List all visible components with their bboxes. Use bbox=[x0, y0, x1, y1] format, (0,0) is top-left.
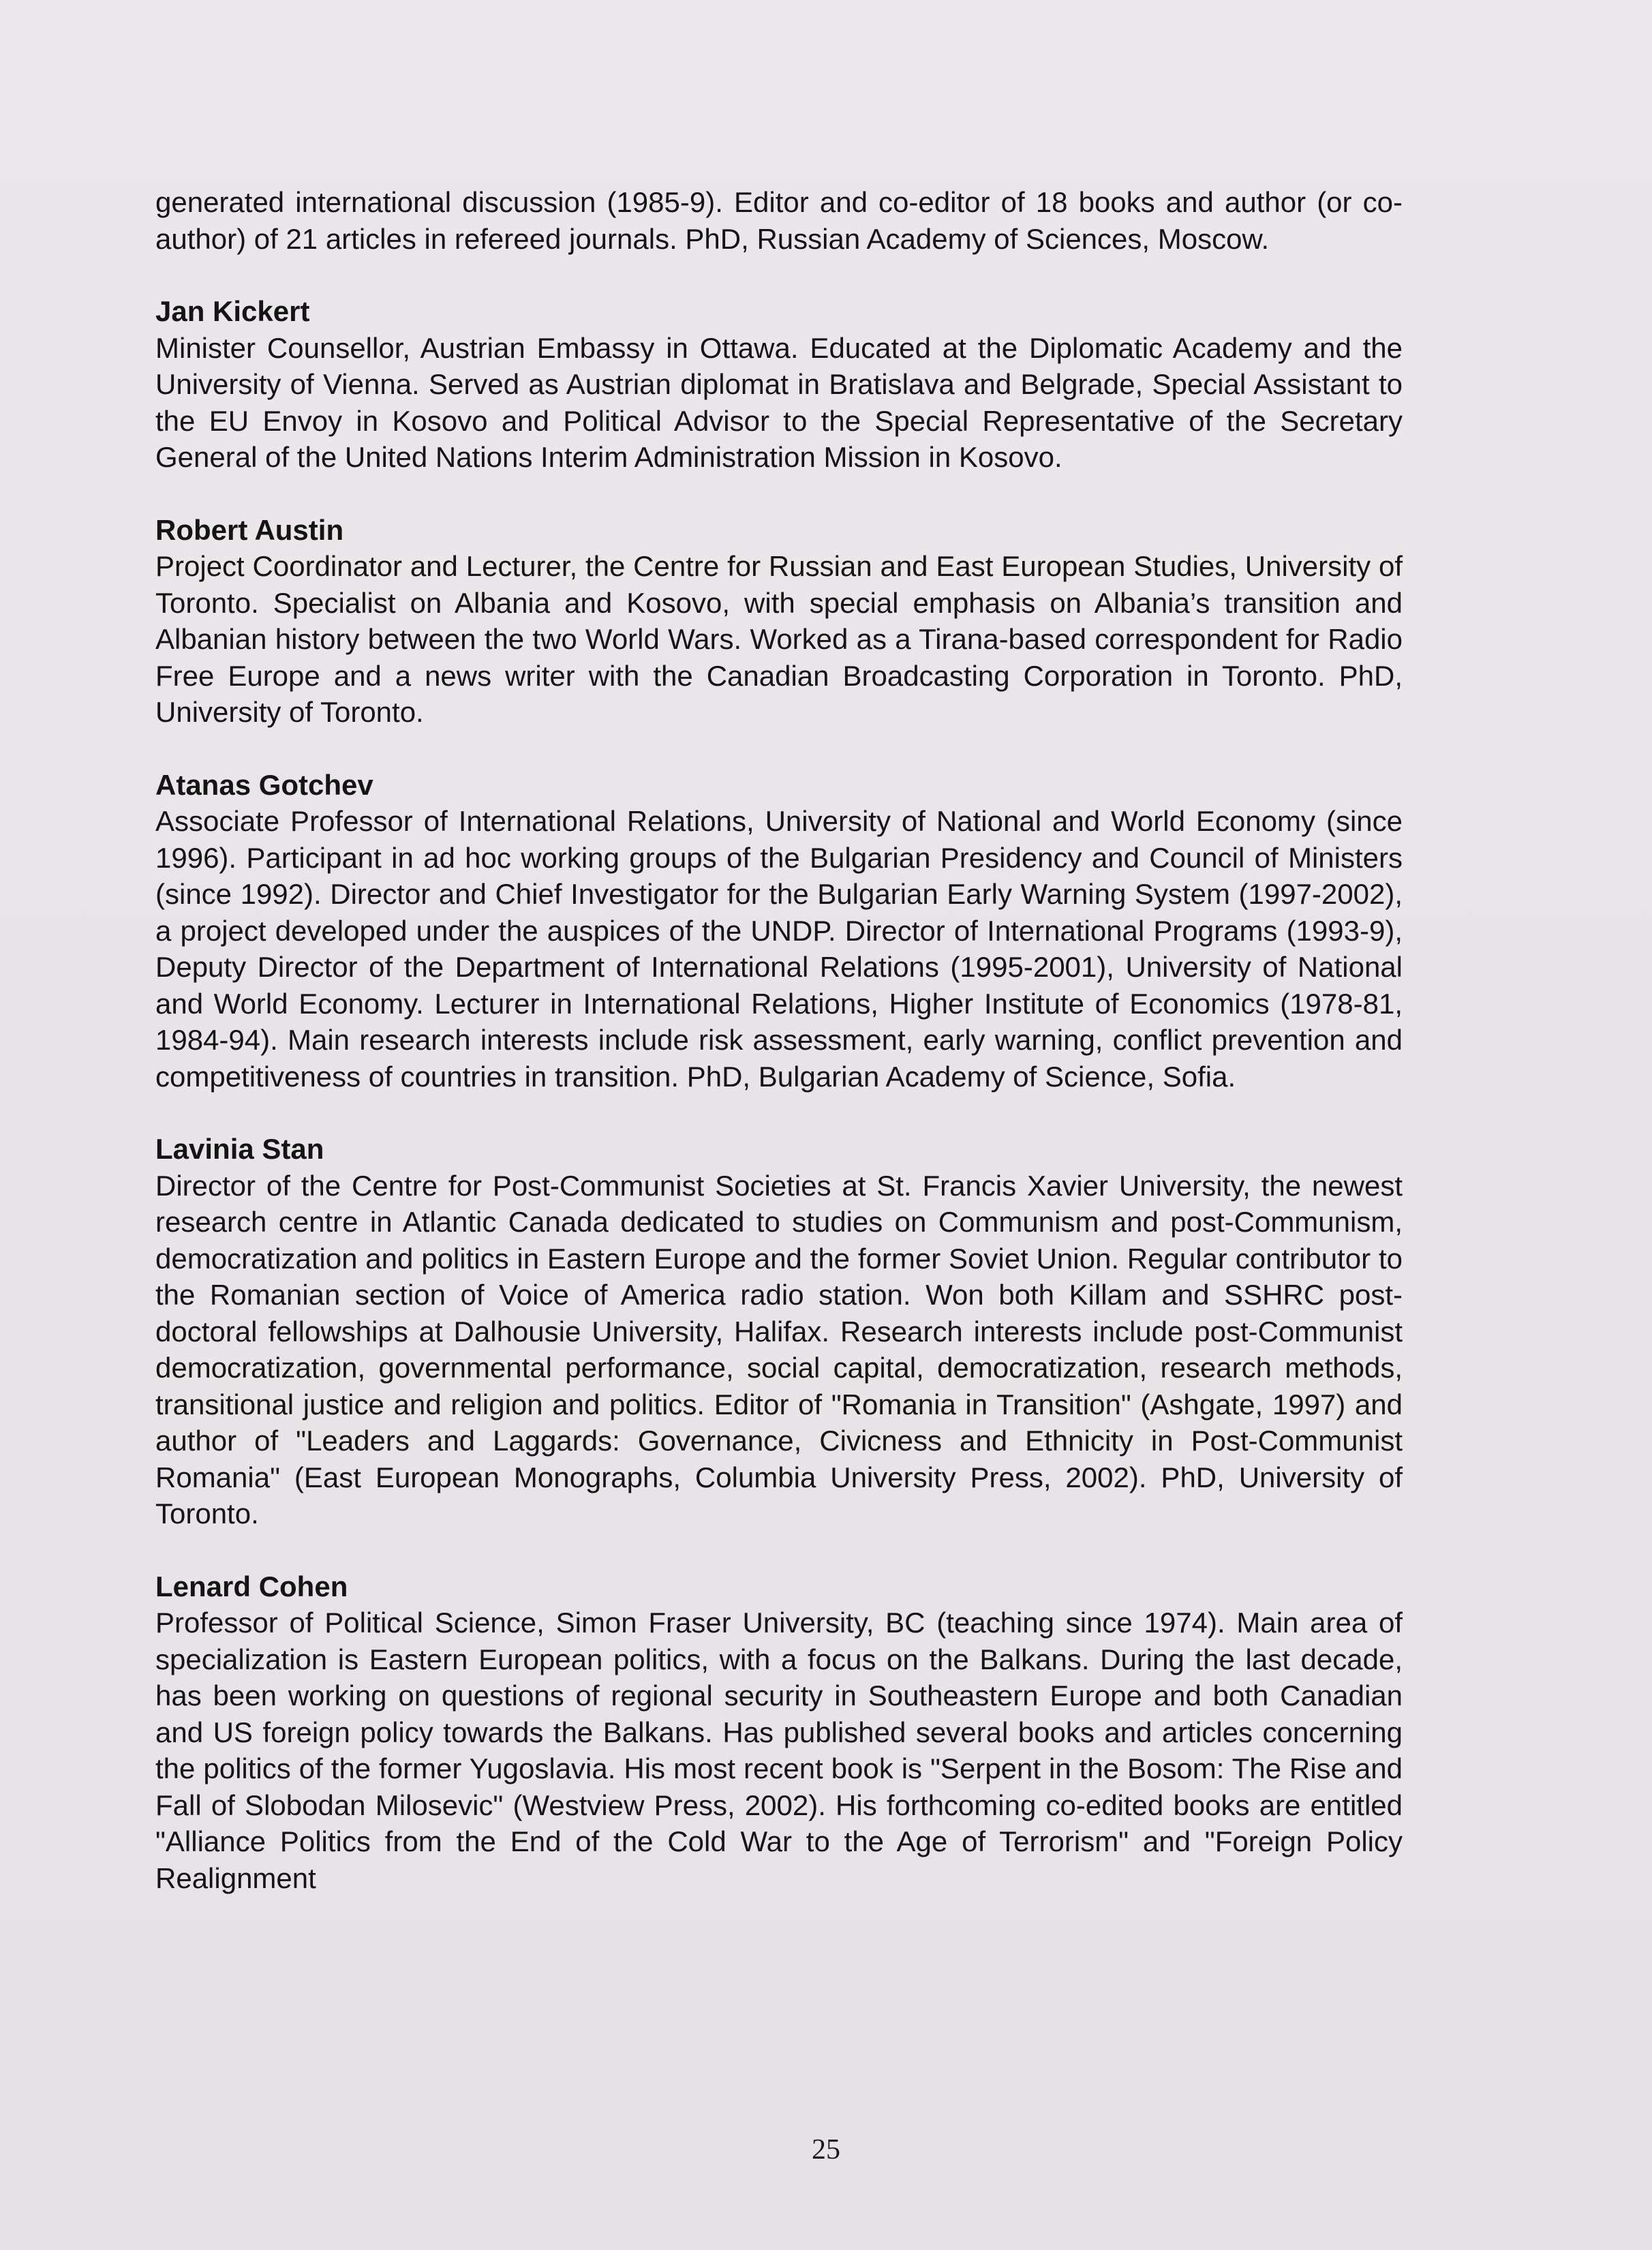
bio-text: Associate Professor of International Relations, University of National and World Economy (since 1996). Participant in ad hoc working groups of the Bulgarian Presidency and Council of Ministers (since 1992). Director and Chief Investigator for the Bulgarian Early Warning System (1997-2002), a project developed under the auspices of the UNDP. Director of International Programs (1993-9), Deputy Director of the Department of International Relations (1995-2001), University of National and World Economy. Lecturer in International Relations, Higher Institute of Economics (1978-81, 1984-94). Main research interests include risk assessment, early warning, conflict prevention and competitiveness of countries in transition. PhD, Bulgarian Academy of Science, Sofia. bbox=[155, 805, 1403, 1093]
bio-entry bbox=[155, 293, 1403, 476]
bio-text: Project Coordinator and Lecturer, the Centre for Russian and East European Studies, University of Toronto. Specialist on Albania and Kosovo, with special emphasis on Albania’s transition and Albanian history between the two World Wars. Worked as a Tirana-based correspondent for Radio Free Europe and a news writer with the Canadian Broadcasting Corporation in Toronto. PhD, University of Toronto. bbox=[155, 550, 1403, 728]
bio-name: Atanas Gotchev bbox=[155, 768, 373, 801]
bio-name: Lenard Cohen bbox=[155, 1570, 348, 1602]
intro-paragraph: generated international discussion (1985-9). Editor and co-editor of 18 books and author (or co-author) of 21 articles in refereed journals. PhD, Russian Academy of Sciences, Moscow. bbox=[155, 186, 1403, 255]
page-content bbox=[155, 184, 1403, 1932]
bio-entry bbox=[155, 1131, 1403, 1532]
bio-name: Jan Kickert bbox=[155, 295, 310, 327]
bio-entry bbox=[155, 512, 1403, 731]
bio-text: Director of the Centre for Post-Communist Societies at St. Francis Xavier University, the newest research centre in Atlantic Canada dedicated to studies on Communism and post-Communism, democratization and politics in Eastern Europe and the former Soviet Union. Regular contributor to the Romanian section of Voice of America radio station. Won both Killam and SSHRC post-doctoral fellowships at Dalhousie University, Halifax. Research interests include post-Communist democratization, governmental performance, social capital, democratization, research methods, transitional justice and religion and politics. Editor of "Romania in Transition" (Ashgate, 1997) and author of "Leaders and Laggards: Governance, Civicness and Ethnicity in Post-Communist Romania" (East European Monographs, Columbia University Press, 2002). PhD, University of Toronto. bbox=[155, 1169, 1403, 1530]
bio-text: Professor of Political Science, Simon Fraser University, BC (teaching since 1974). Main area of specialization is Eastern European politics, with a focus on the Balkans. During the last decade, has been working on questions of regional security in Southeastern Europe and both Canadian and US foreign policy towards the Balkans. Has published several books and articles concerning the politics of the former Yugoslavia. His most recent book is "Serpent in the Bosom: The Rise and Fall of Slobodan Milosevic" (Westview Press, 2002). His forthcoming co-edited books are entitled "Alliance Politics from the End of the Cold War to the Age of Terrorism" and "Foreign Policy Realignment bbox=[155, 1607, 1403, 1894]
bio-entry bbox=[155, 1568, 1403, 1897]
bio-text: Minister Counsellor, Austrian Embassy in Ottawa. Educated at the Diplomatic Academy and the University of Vienna. Served as Austrian diplomat in Bratislava and Belgrade, Special Assistant to the EU Envoy in Kosovo and Political Advisor to the Special Representative of the Secretary General of the United Nations Interim Administration Mission in Kosovo. bbox=[155, 331, 1403, 473]
bio-name: Lavinia Stan bbox=[155, 1133, 324, 1165]
bio-entry bbox=[155, 767, 1403, 1095]
page-number: 25 bbox=[812, 2134, 840, 2165]
bio-name: Robert Austin bbox=[155, 513, 344, 546]
